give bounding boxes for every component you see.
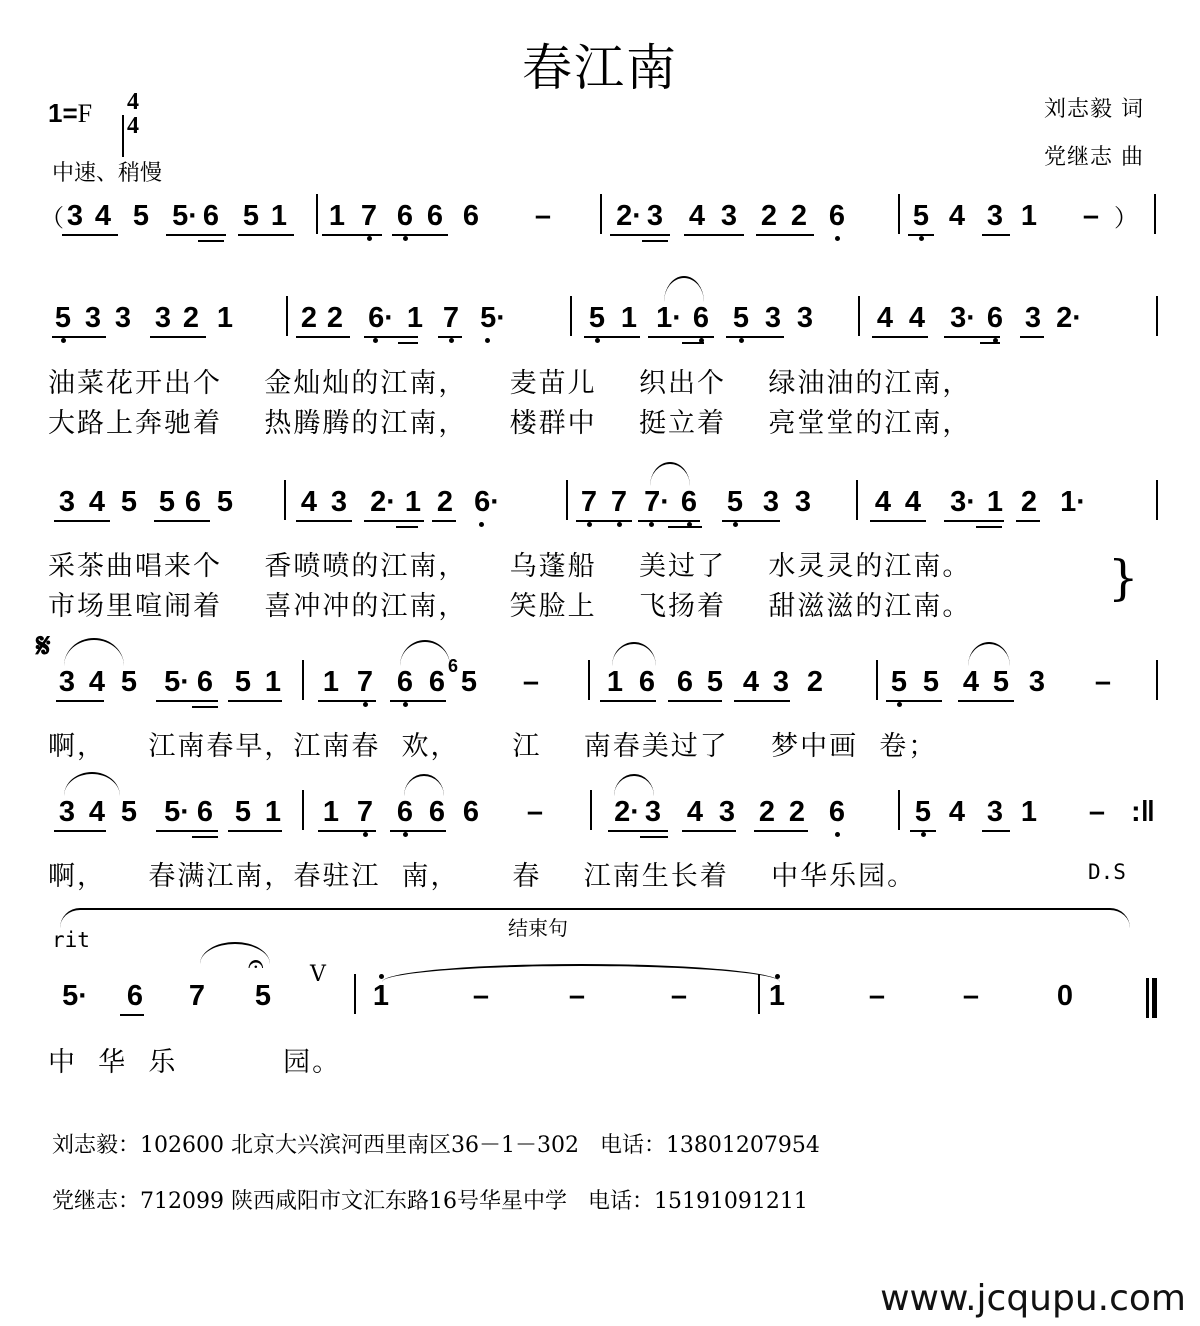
watermark-link[interactable]: www.jcqupu.com (880, 1278, 1186, 1319)
beam-underline (364, 520, 424, 522)
barline (590, 790, 592, 830)
beam-underline-second (198, 240, 224, 242)
note: – (526, 796, 544, 828)
beam-underline (1020, 336, 1044, 338)
beam-underline (870, 520, 926, 522)
note: 6 (394, 666, 416, 698)
note: 6 (184, 486, 202, 518)
note: 1· (656, 302, 682, 334)
note: 2 (790, 200, 808, 232)
beam-underline (392, 234, 448, 236)
time-bottom: 4 (127, 113, 139, 139)
time-top: 4 (127, 89, 139, 115)
barline (876, 660, 878, 700)
beam-underline (228, 830, 282, 832)
final-bar-thin (1146, 978, 1149, 1018)
beam-underline (364, 336, 418, 338)
note: 6 (690, 302, 712, 334)
beam-underline (610, 234, 670, 236)
beam-underline (872, 336, 928, 338)
note: 6 (394, 796, 416, 828)
note: 5· (172, 200, 198, 232)
note: 5 (120, 666, 138, 698)
lyric-line: 市场里喧闹着 喜冲冲的江南， 笑脸上 飞扬着 甜滋滋的江南。 (48, 591, 972, 622)
key-label: 1= (48, 98, 78, 128)
barline (302, 790, 304, 830)
octave-dot-low (403, 702, 408, 707)
octave-dot-low (617, 522, 622, 527)
beam-underline (156, 700, 218, 702)
beam-underline-second (398, 342, 418, 344)
verse-brace: } (1108, 550, 1139, 606)
beam-underline (682, 830, 736, 832)
note: 3 (58, 486, 76, 518)
barline (1154, 194, 1156, 234)
beam-underline (756, 234, 814, 236)
note: 1 (264, 666, 282, 698)
note: 1 (322, 666, 340, 698)
note: 3 (84, 302, 102, 334)
note: 5 (216, 486, 234, 518)
note: 5· (62, 980, 88, 1012)
beam-underline (958, 700, 1014, 702)
note: 5 (724, 486, 746, 518)
beam-underline (166, 234, 226, 236)
barline (1156, 296, 1158, 336)
close-paren: ） (1114, 204, 1138, 232)
beam-underline (296, 336, 350, 338)
slur (968, 642, 1010, 666)
note: 6 (676, 666, 694, 698)
note: 2 (758, 796, 776, 828)
note: 2· (1056, 302, 1082, 334)
beam-underline (228, 700, 282, 702)
note: 6· (364, 302, 398, 334)
octave-dot-low (373, 338, 378, 343)
beam-underline (390, 830, 446, 832)
note: 4 (742, 666, 760, 698)
note: 5 (242, 200, 260, 232)
beam-underline (322, 234, 382, 236)
note: 5 (910, 200, 932, 232)
note: 1 (404, 486, 422, 518)
note: 4 (88, 666, 106, 698)
note: 3 (1028, 666, 1046, 698)
note: 2 (788, 796, 806, 828)
time-divider (122, 115, 124, 157)
beam-underline (154, 520, 210, 522)
open-paren: （ (40, 204, 64, 232)
note: 6· (470, 486, 504, 518)
contact-lyricist: 刘志毅：102600 北京大兴滨河西里南区36－1－302 电话：13801207954 (52, 1133, 820, 1158)
beam-underline (576, 520, 632, 522)
note: 5 (730, 302, 752, 334)
octave-dot-low (61, 338, 66, 343)
note: 1 (264, 796, 282, 828)
note: 5 (120, 486, 138, 518)
time-signature (122, 90, 144, 138)
beam-underline (982, 234, 1010, 236)
note: – (868, 980, 886, 1012)
note: 2 (326, 302, 344, 334)
barline (302, 660, 304, 700)
beam-underline (668, 700, 722, 702)
note: 5 (132, 200, 150, 232)
note: – (568, 980, 586, 1012)
ds-marking: D.S (1088, 860, 1126, 884)
note: 3 (796, 302, 814, 334)
slur (404, 774, 444, 796)
note: 3 (718, 796, 736, 828)
note: 6 (462, 796, 480, 828)
note: 7 (578, 486, 600, 518)
note: 7 (354, 796, 376, 828)
note: 5 (120, 796, 138, 828)
note: 2· (614, 796, 640, 828)
barline (858, 296, 860, 336)
note: 3 (114, 302, 132, 334)
beam-underline (726, 336, 784, 338)
note: 3 (772, 666, 790, 698)
note: – (534, 200, 552, 232)
note: 2 (436, 486, 454, 518)
note: 5 (706, 666, 724, 698)
barline (1156, 480, 1158, 520)
octave-dot-low (919, 236, 924, 241)
note: 4 (948, 200, 966, 232)
lyric-line: 油菜花开出个 金灿灿的江南， 麦苗儿 织出个 绿油油的江南， (48, 368, 972, 399)
note: 2 (182, 302, 200, 334)
beam-underline (318, 700, 376, 702)
note: 7· (640, 486, 674, 518)
beam-underline (318, 830, 376, 832)
note: 7 (354, 666, 376, 698)
note: 2 (300, 302, 318, 334)
note: 2 (760, 200, 778, 232)
note: 2· (370, 486, 396, 518)
note: 6 (202, 200, 220, 232)
note: 6 (426, 200, 444, 232)
note: – (1088, 796, 1106, 828)
note: 1· (1060, 486, 1086, 518)
slur (64, 638, 124, 666)
note: – (670, 980, 688, 1012)
note: 5 (158, 486, 176, 518)
beam-underline (638, 520, 700, 522)
octave-dot-low (363, 702, 368, 707)
note: 5· (476, 302, 510, 334)
barline (566, 480, 568, 520)
beam-underline (296, 520, 352, 522)
beam-underline (982, 830, 1010, 832)
note: – (1094, 666, 1112, 698)
note: 5 (888, 666, 910, 698)
note: 3 (720, 200, 738, 232)
note: 1 (766, 980, 788, 1012)
note: 1 (216, 302, 234, 334)
beam-underline (390, 700, 446, 702)
octave-dot-low (733, 522, 738, 527)
note: 0 (1056, 980, 1074, 1012)
octave-dot-low (649, 522, 654, 527)
barline (898, 790, 900, 830)
octave-dot-low (921, 832, 926, 837)
note: 3 (794, 486, 812, 518)
lyricist-credit: 刘志毅 词 (1044, 97, 1144, 122)
octave-dot-low (363, 832, 368, 837)
note: 6 (678, 486, 700, 518)
note: 3 (66, 200, 84, 232)
note: – (1082, 200, 1100, 232)
beam-underline (648, 336, 714, 338)
ending-bracket (60, 908, 1130, 930)
beam-underline-second (192, 706, 218, 708)
note: 3 (986, 796, 1004, 828)
beam-underline (52, 336, 106, 338)
lyric-line: 啊， 江南春早，江南春 欢， 江 南春美过了 梦中画 卷； (48, 731, 938, 762)
octave-dot-high (379, 974, 384, 979)
beam-underline (908, 234, 934, 236)
octave-dot-low (403, 832, 408, 837)
tempo-marking: 中速、稍慢 (52, 161, 163, 186)
note: 1 (986, 486, 1004, 518)
note: 4 (876, 302, 894, 334)
note: 7 (188, 980, 206, 1012)
note: 5 (254, 980, 272, 1012)
note: 7 (440, 302, 462, 334)
note: 4 (94, 200, 112, 232)
rit-marking: rit (52, 928, 90, 952)
key-signature (48, 98, 92, 129)
note: 1 (406, 302, 424, 334)
barline (316, 194, 318, 234)
beam-underline (608, 830, 668, 832)
barline (354, 974, 356, 1014)
beam-underline (432, 520, 456, 522)
octave-dot-low (835, 832, 840, 837)
note: 2 (1020, 486, 1038, 518)
note: 4 (904, 486, 922, 518)
lyric-line: 中 华 乐 园。 (48, 1047, 342, 1078)
beam-underline (910, 830, 936, 832)
slur (612, 642, 656, 666)
lyric-line: 啊， 春满江南，春驻江 南， 春 江南生长着 中华乐园。 (48, 861, 917, 892)
key-note: F (77, 99, 93, 128)
ending-label: 结束句 (508, 916, 568, 940)
note: 4 (686, 796, 704, 828)
barline (286, 296, 288, 336)
beam-underline (684, 234, 744, 236)
note: 1 (328, 200, 346, 232)
final-bar-thick (1152, 978, 1157, 1018)
octave-dot-low (367, 236, 372, 241)
note: 1 (1020, 200, 1038, 232)
beam-underline (944, 520, 1004, 522)
note: 5 (52, 302, 74, 334)
octave-dot-low (835, 236, 840, 241)
note: 5 (912, 796, 934, 828)
octave-dot-low (587, 522, 592, 527)
note: – (522, 666, 540, 698)
octave-dot-low (449, 338, 454, 343)
breath-mark: V (310, 962, 326, 987)
note: 6 (428, 796, 446, 828)
note: 1 (1020, 796, 1038, 828)
note: 2· (616, 200, 642, 232)
note: 6 (196, 666, 214, 698)
beam-underline (54, 520, 110, 522)
octave-dot-low (897, 702, 902, 707)
octave-dot-low (403, 236, 408, 241)
note: 6 (462, 200, 480, 232)
note: 6 (126, 980, 144, 1012)
segno-icon: 𝄋 (36, 626, 51, 666)
note: 5 (234, 666, 252, 698)
note: 4 (874, 486, 892, 518)
beam-underline (734, 700, 790, 702)
barline (570, 296, 572, 336)
beam-underline (156, 830, 218, 832)
note: 5 (922, 666, 940, 698)
fermata-icon: 𝄐 (248, 947, 264, 980)
beam-underline (54, 830, 106, 832)
beam-underline (150, 336, 206, 338)
note: 5 (460, 666, 478, 698)
song-title: 春江南 (522, 39, 678, 97)
composer-credit: 党继志 曲 (1044, 145, 1144, 170)
note: 3 (154, 302, 172, 334)
barline (898, 194, 900, 234)
octave-dot-low (485, 338, 490, 343)
beam-underline-second (192, 836, 218, 838)
beam-underline (238, 234, 294, 236)
beam-underline-second (642, 240, 668, 242)
note: 1 (370, 980, 392, 1012)
note: 4 (88, 486, 106, 518)
note: 3 (764, 302, 782, 334)
note: 6 (394, 200, 416, 232)
grace-note: 6 (447, 656, 458, 676)
contact-composer: 党继志：712099 陕西咸阳市文汇东路16号华星中学 电话：15191091211 (52, 1189, 808, 1214)
note: 3 (646, 200, 664, 232)
note: 4 (300, 486, 318, 518)
lyric-line: 大路上奔驰着 热腾腾的江南， 楼群中 挺立着 亮堂堂的江南， (48, 408, 972, 439)
note: 6 (826, 796, 848, 828)
note: – (962, 980, 980, 1012)
note: 2 (806, 666, 824, 698)
octave-dot-low (595, 338, 600, 343)
slur (650, 462, 690, 486)
note: 1 (620, 302, 638, 334)
note: 3· (950, 486, 976, 518)
barline (1156, 660, 1158, 700)
lyric-line: 采茶曲唱来个 香喷喷的江南， 乌蓬船 美过了 水灵灵的江南。 (48, 551, 972, 582)
note: 7 (608, 486, 630, 518)
tie-long (382, 964, 780, 982)
note: 4 (688, 200, 706, 232)
beam-underline-second (668, 526, 702, 528)
beam-underline (600, 700, 656, 702)
note: 1 (322, 796, 340, 828)
note: 7 (358, 200, 380, 232)
beam-underline (438, 336, 462, 338)
note: 3 (330, 486, 348, 518)
barline (588, 660, 590, 700)
note: 3 (644, 796, 662, 828)
note: 5 (992, 666, 1010, 698)
beam-underline (722, 520, 780, 522)
beam-underline (754, 830, 808, 832)
note: 5 (234, 796, 252, 828)
note: 5 (586, 302, 608, 334)
note: 6 (638, 666, 656, 698)
note: 4 (908, 302, 926, 334)
beam-underline (56, 700, 104, 702)
slur (614, 774, 654, 796)
beam-underline-second (980, 342, 1000, 344)
note: 3 (762, 486, 780, 518)
slur (64, 772, 120, 796)
octave-dot-low (739, 338, 744, 343)
note: 3 (1024, 302, 1042, 334)
beam-underline (62, 234, 118, 236)
beam-underline-second (640, 836, 668, 838)
repeat-end-barline: :‖ (1130, 796, 1156, 828)
note: 4 (88, 796, 106, 828)
note: 4 (962, 666, 980, 698)
beam-underline (584, 336, 640, 338)
beam-underline (120, 1014, 144, 1016)
slur (664, 276, 704, 302)
note: 1 (606, 666, 624, 698)
note: 6 (984, 302, 1006, 334)
octave-dot-low (479, 522, 484, 527)
beam-underline (886, 700, 942, 702)
note: 3 (58, 666, 76, 698)
note: 3 (58, 796, 76, 828)
beam-underline-second (396, 526, 418, 528)
note: 6 (196, 796, 214, 828)
note: 6 (826, 200, 848, 232)
beam-underline (944, 336, 1000, 338)
note: 5· (164, 796, 190, 828)
note: 5· (164, 666, 190, 698)
barline (284, 480, 286, 520)
barline (856, 480, 858, 520)
note: 6 (428, 666, 446, 698)
note: 3 (986, 200, 1004, 232)
beam-underline-second (682, 342, 704, 344)
note: – (472, 980, 490, 1012)
note: 1 (270, 200, 288, 232)
barline (600, 194, 602, 234)
note: 3· (950, 302, 976, 334)
note: 4 (948, 796, 966, 828)
beam-underline-second (976, 526, 1002, 528)
beam-underline (1016, 520, 1040, 522)
